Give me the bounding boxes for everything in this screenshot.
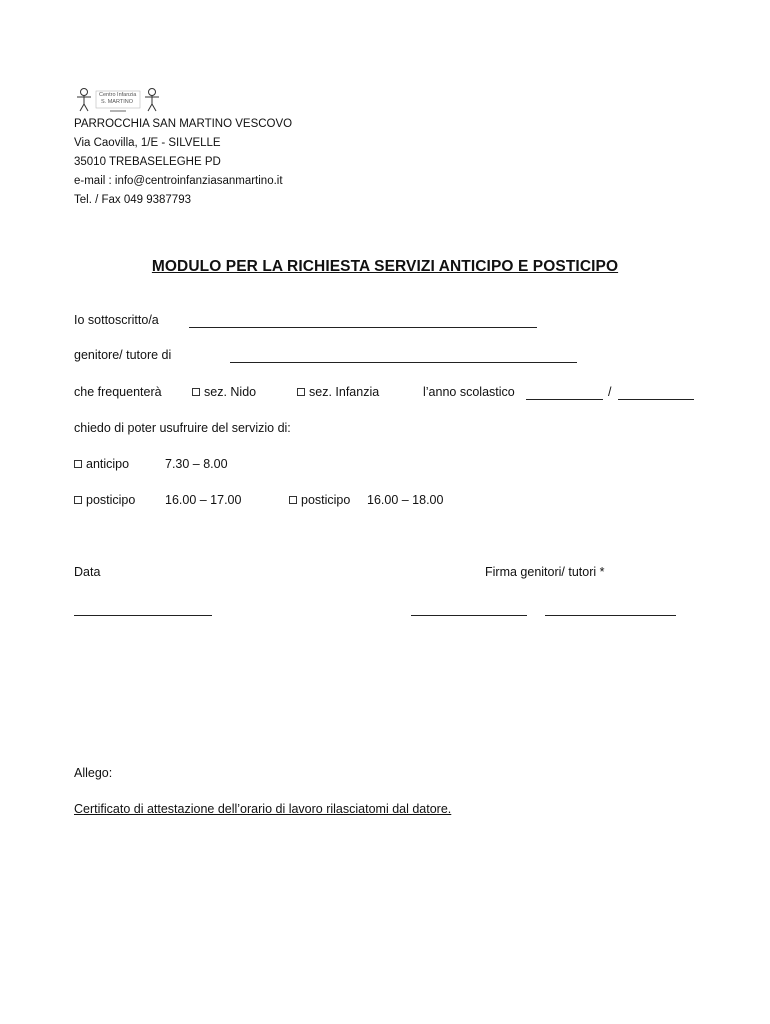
posticipo-17-checkbox[interactable]: [74, 496, 82, 504]
firma-genitore-2-field[interactable]: [545, 615, 676, 616]
posticipo-17-time: 16.00 – 17.00: [165, 493, 242, 507]
posticipo-18-label: posticipo: [301, 493, 351, 507]
infanzia-label: sez. Infanzia: [309, 385, 380, 399]
anno-end-field[interactable]: [618, 399, 694, 400]
data-label: Data: [74, 565, 101, 579]
address-line: Via Caovilla, 1/E - SILVELLE: [74, 137, 221, 149]
posticipo-17-option[interactable]: [74, 493, 135, 507]
sottoscritto-field[interactable]: [189, 327, 537, 328]
genitore-label: genitore/ tutore di: [74, 348, 172, 362]
allego-label: Allego:: [74, 766, 113, 780]
posticipo-18-checkbox[interactable]: [289, 496, 297, 504]
firma-label: Firma genitori/ tutori *: [485, 565, 605, 579]
anticipo-option[interactable]: [74, 457, 129, 471]
anno-start-field[interactable]: [526, 399, 603, 400]
posticipo-18-option[interactable]: [289, 493, 350, 507]
anticipo-time: 7.30 – 8.00: [165, 457, 228, 471]
data-field[interactable]: [74, 615, 212, 616]
frequentera-label: che frequenterà: [74, 385, 162, 399]
logo-line-2: S. MARTINO: [101, 99, 133, 105]
email-line: e-mail : info@centroinfanziasanmartino.it: [74, 175, 283, 187]
anno-label: l’anno scolastico: [423, 385, 515, 399]
anno-separator: /: [608, 385, 612, 399]
logo-line-1: Centro Infanzia: [99, 92, 137, 98]
nido-checkbox[interactable]: [192, 388, 200, 396]
sottoscritto-label: Io sottoscritto/a: [74, 313, 159, 327]
genitore-field[interactable]: [230, 362, 577, 363]
firma-genitore-1-field[interactable]: [411, 615, 527, 616]
anticipo-checkbox[interactable]: [74, 460, 82, 468]
phone-line: Tel. / Fax 049 9387793: [74, 194, 191, 206]
nido-label: sez. Nido: [204, 385, 257, 399]
nido-option[interactable]: [192, 385, 256, 399]
posticipo-18-time: 16.00 – 18.00: [367, 493, 444, 507]
infanzia-checkbox[interactable]: [297, 388, 305, 396]
certificato-text: Certificato di attestazione dell’orario di lavoro rilasciatomi dal datore.: [74, 802, 452, 816]
form-title: MODULO PER LA RICHIESTA SERVIZI ANTICIPO E POSTICIPO: [151, 258, 619, 275]
chiedo-text: chiedo di poter usufruire del servizio di:: [74, 421, 291, 435]
posticipo-17-label: posticipo: [86, 493, 136, 507]
infanzia-option[interactable]: [297, 385, 379, 399]
address-line: PARROCCHIA SAN MARTINO VESCOVO: [74, 118, 293, 130]
logo: [74, 86, 164, 114]
anticipo-label: anticipo: [86, 457, 130, 471]
address-line: 35010 TREBASELEGHE PD: [74, 156, 221, 168]
